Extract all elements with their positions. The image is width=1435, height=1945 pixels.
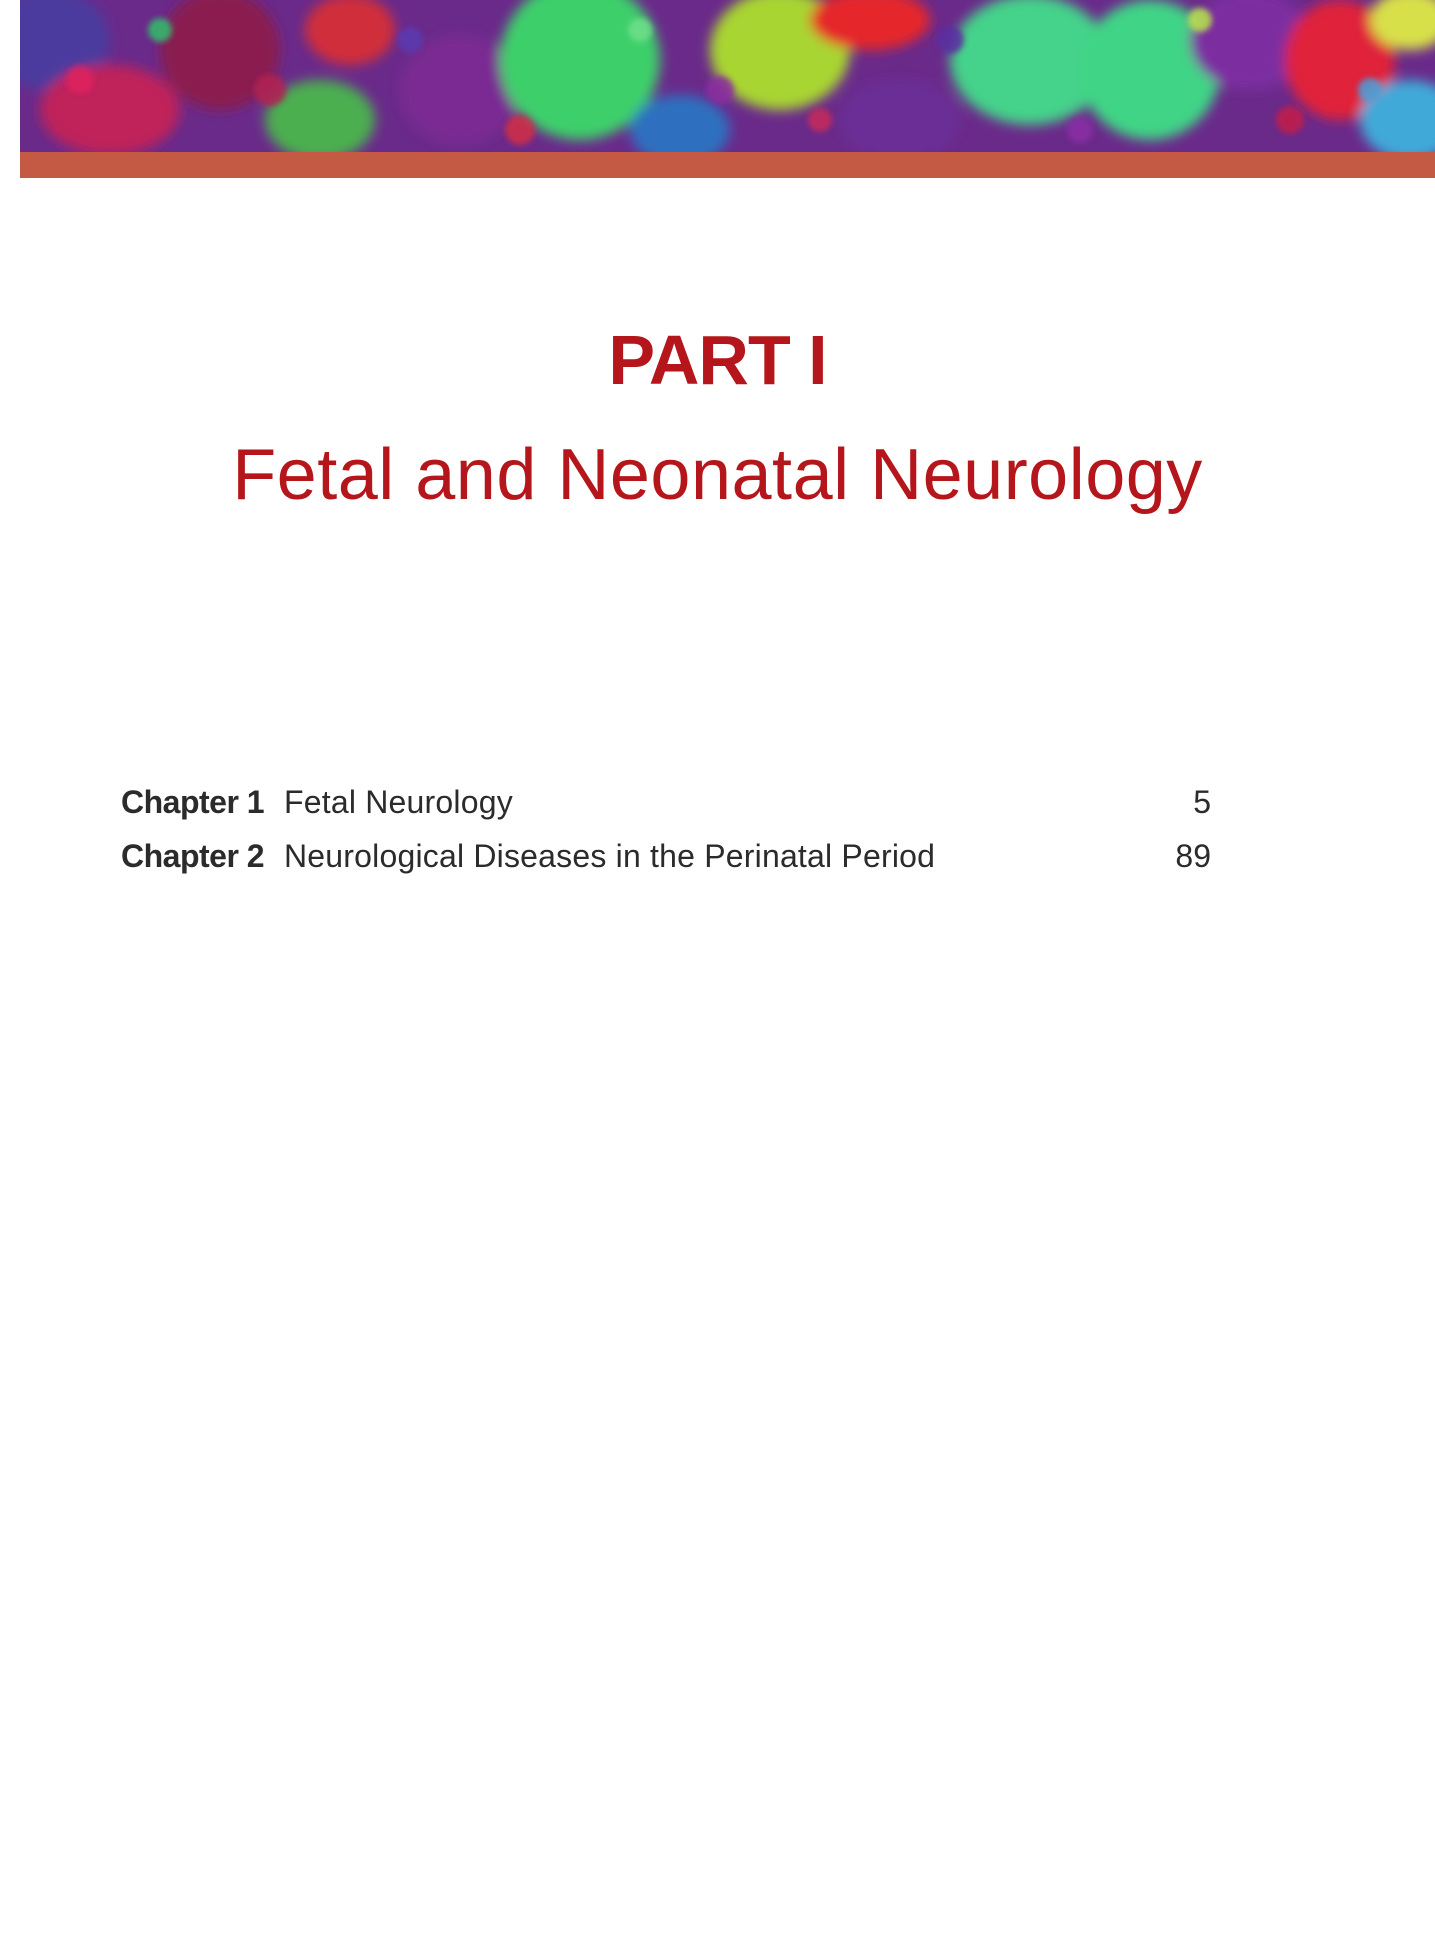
toc-chapter-label: Chapter 2 [121, 838, 265, 874]
toc-page-number: 5 [1193, 784, 1211, 820]
micrograph-illustration [20, 0, 1435, 152]
toc-chapter-label: Chapter 1 [121, 784, 265, 820]
table-of-contents [121, 775, 1211, 883]
toc-page-number: 89 [1175, 838, 1211, 874]
toc-entry-chapter-1[interactable] [121, 775, 1211, 829]
toc-chapter-title: Neurological Diseases in the Perinatal Period [284, 838, 936, 874]
toc-entry-chapter-2[interactable] [121, 829, 1211, 883]
banner-accent-stripe [20, 152, 1435, 178]
part-title-heading: Fetal and Neonatal Neurology [232, 435, 1203, 515]
part-number-heading: PART I [608, 321, 827, 399]
cover-banner-image [20, 0, 1435, 152]
toc-chapter-title: Fetal Neurology [284, 784, 513, 820]
